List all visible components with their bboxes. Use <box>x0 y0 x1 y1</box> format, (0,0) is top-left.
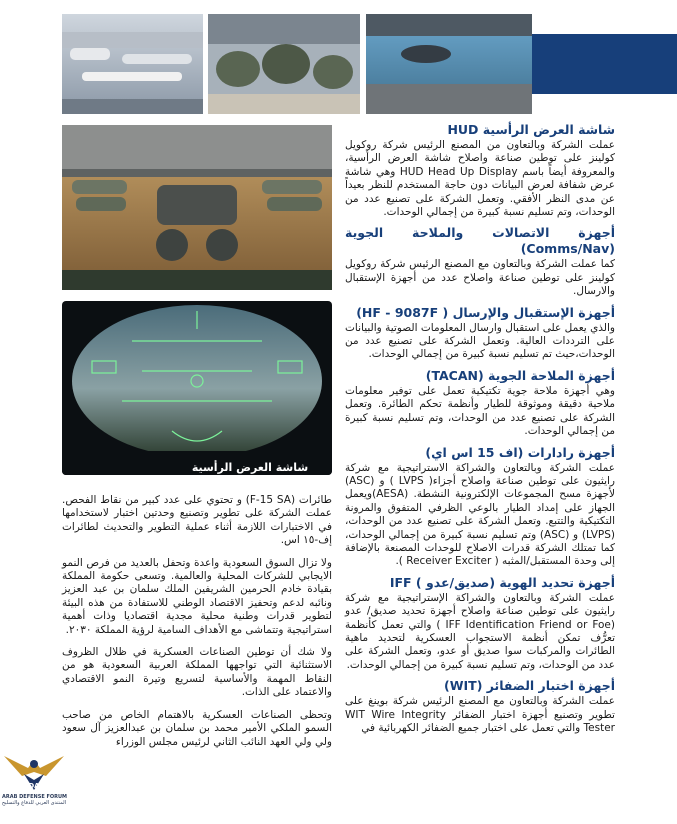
section-title: أجهزة الملاحة الجوية (TACAN) <box>425 367 615 383</box>
section-tacan <box>345 368 615 439</box>
section-body: عملت الشركة وبالتعاون من المصنع الرئيس شركة روكويل كولينز على توطين صناعة واصلاح شاشة العرض الرأسية، والمعروفة أيضاً باسم HUD Head Up Display وهي شاشة عرض شفافة لعرض البيانات دون حاجة المستخدم للنظر بعيداً عن مدى النظر الأفقي. وتعمل الشركة على تصنيع عدد من الوحدات، وتم تسليم نسبة كبيرة من إجمالي الوحدات. <box>345 139 616 219</box>
section-hf-radio <box>345 305 615 362</box>
paragraph: ولا شك أن توطين الصناعات العسكرية في ظلال الظروف الاستثنائية التي تواجهها المملكة العربية السعودية هو من النقاط المهمة والأساسية لتسريع وتيرة النمو الاقتصادي والاعتماد على الذات. <box>62 646 332 699</box>
accent-block <box>532 34 677 94</box>
hud-photo-caption: شاشة العرض الرأسية HUD <box>191 461 309 490</box>
section-title: أجهزة الاتصالات والملاحة الجوية (Comms/Nav) <box>345 225 615 257</box>
paragraph: طائرات (F-15 SA) و تحتوي على عدد كبير من نقاط الفحص. عملت الشركة على تطوير وتصنيع وحدتين اختبار لاستخدامها في الاختبارات اللازمة أثناء عملية التطوير والتحديث لطائرات إف-١٥ اس. <box>62 494 333 547</box>
eagle-emblem-icon <box>2 742 66 794</box>
section-comms-nav <box>345 225 615 298</box>
section-title: أجهزة اختبار الضفائر (WIT) <box>444 678 615 694</box>
section-body: عملت الشركة وبالتعاون والشراكة الاستراتيجية مع شركة رايثيون على توطين صناعة واصلاح أجزاء( LVPS ) و (ASC) لأجهزة مسح المجموعات الإلكترونية النشطة. (AESA)ويعمل الجهاز على إمداد الطيار بالوعي الظرفي المتفوق والمرونة التكتيكية والتتبع. وتعمل الشركة على تصنيع عدد من الوحدات، (LVPS) و (ASC) وتم تسليم نسبة كبيرة من إجمالي الوحدات، كما تمتلك الشركة قدرات الاصلاح للوحدات المصنعة بالإضافة إلى وحدة المستقبل/المثبه ( Receiver Exciter ). <box>345 461 616 568</box>
svg-text:DA: DA <box>28 782 40 790</box>
section-title: أجهزة تحديد الهوية (صديق/عدو ) IFF <box>389 574 615 590</box>
section-body: والذي يعمل على استقبال وارسال المعلومات الصوتية والبيانات على الترددات العالية. وتعمل الشركة على تصنيع عدد من الوحدات،حيث تم تسليم نسبة كبيرة من إجمالي الوحدات. <box>345 321 615 361</box>
logo-tagline: المنتدى العربي للدفاع والتسليح <box>1 800 66 806</box>
left-column <box>62 494 332 758</box>
section-body: عملت الشركة وبالتعاون مع المصنع الرئيس شركة بوينغ على تطوير وتصنيع أجهزة اختبار الضفائر WIT Wire Integrity Tester والتي تعمل على اختبار جميع الضفائر الكهربائية في <box>345 695 615 734</box>
section-title: أجهزة رادارات (اف 15 اس اي) <box>425 444 615 460</box>
section-body: وهي أجهزة ملاحة جوية تكتيكية تعمل على توفير معلومات ملاحية دقيقة وموثوقة للطيار وأنظمة تحكم الطائرة. وتعمل الشركة على تصنيع عدد من الوحدات، وتم تسليم نسبة كبيرة من إجمالي الوحدات. <box>345 384 615 438</box>
section-radar <box>345 445 615 569</box>
section-body: عملت الشركة وبالتعاون والشراكة الإستراتيجية مع شركة رايثيون على توطين صناعة واصلاح أجهزة تحديد صديق/ عدو (IFF Identification Friend or Foe ) والتي تعمل كأنظمة تعرُّف تمكن أنظمة الاستجواب العسكرية لتحديد ماهية الطائرات والمركبات سوا صديق أو عدو، وتعمل الشركة على عدد من الوحدات، وتم تسليم نسبة كبيرة من إجمالي الوحدات. <box>345 591 615 671</box>
section-wit <box>345 678 615 735</box>
photo-weapons-loadout <box>62 125 332 290</box>
arab-defense-forum-logo <box>2 742 66 812</box>
section-hud <box>345 122 615 219</box>
photo-tarmac <box>366 14 532 114</box>
paragraph: ولا تزال السوق السعودية واعدة وتحفل بالعديد من فرص النمو الايجابي للشركات المحلية والعالمية. وتسعى حكومة المملكة بقيادة خادم الحرمين الشريفين الملك سلمان بن عبد العزيز ونائبه لدعم وتحفيز الاقتصاد الوطني للاستفادة من هذه البيئة لتطوير قدرات وطنية محلية مجدية اقتصاديا وذات أهمية استراتيجية وتتماشى مع الأهداف السامية لرؤية المملكة ٢٠٣٠. <box>62 556 332 636</box>
photo-bombs-under-wing <box>208 14 360 114</box>
paragraph: وتحظى الصناعات العسكرية بالاهتمام الخاص من صاحب السمو الملكي الأمير محمد بن سلمان بن عبدالعزيز آل سعود ولي ولي العهد النائب الثاني لرئيس مجلس الوزراء <box>62 708 332 748</box>
section-body: كما عملت الشركة وبالتعاون مع المصنع الرئيس شركة روكويل كولينز على توطين صناعة واصلاح عدد من أجهزة الإستقبال والارسال. <box>345 258 615 298</box>
section-iff <box>345 575 615 672</box>
section-title: شاشة العرض الرأسية HUD <box>447 122 615 137</box>
logo-name: ARAB DEFENSE FORUM <box>2 794 68 800</box>
photo-aircraft-pylons <box>62 14 203 114</box>
section-title: أجهزة الإستقبال والإرسال ( HF - 9087F) <box>356 304 615 320</box>
right-column <box>345 122 615 741</box>
